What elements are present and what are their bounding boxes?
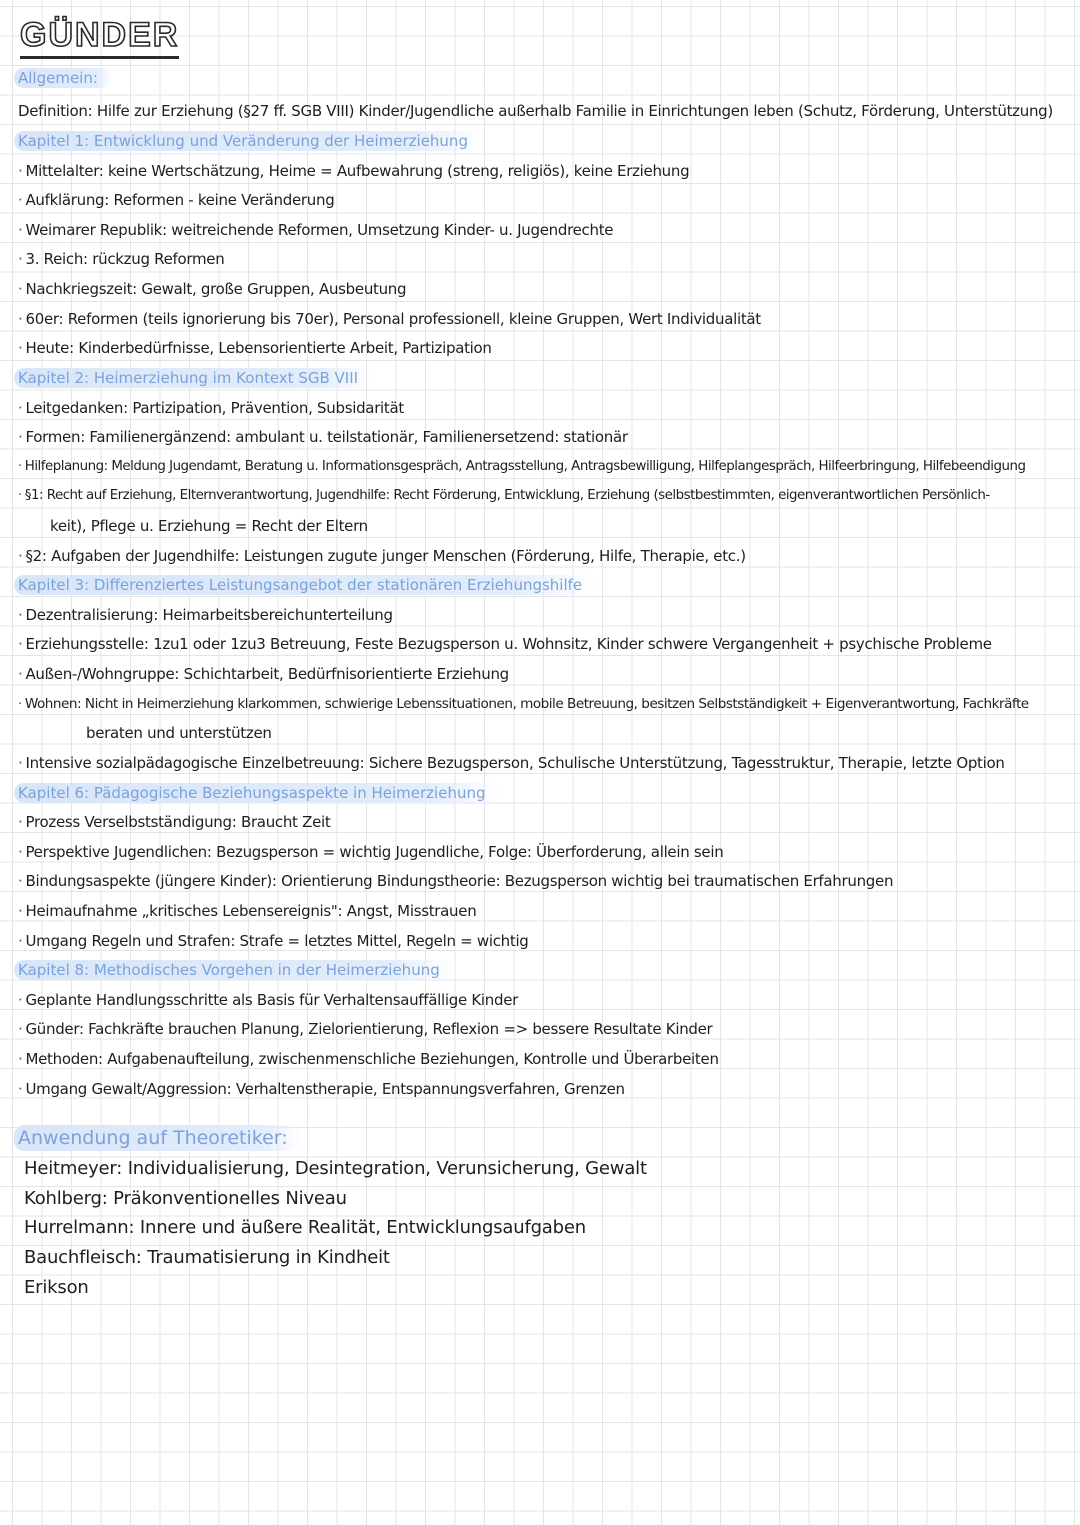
theorist-row — [24, 1276, 89, 1300]
list-item: · Nachkriegszeit: Gewalt, große Gruppen, Ausbeutung — [18, 279, 406, 299]
list-item: · Umgang Regeln und Strafen: Strafe = letztes Mittel, Regeln = wichtig — [18, 931, 529, 951]
theorist-text: Traumatisierung in Kindheit — [147, 1247, 390, 1268]
heading-allgemein: Allgemein: — [14, 68, 112, 88]
list-item: · Wohnen: Nicht in Heimerziehung klarkommen, schwierige Lebenssituationen, mobile Betreuung, besitzen Selbstständigkeit + Eigenverantwortung, Fachkräfte — [18, 694, 1029, 714]
heading-kapitel-2: Kapitel 2: Heimerziehung im Kontext SGB VIII — [14, 368, 372, 388]
heading-anwendung: Anwendung auf Theoretiker: — [14, 1125, 302, 1151]
list-item: · §2: Aufgaben der Jugendhilfe: Leistungen zugute junger Menschen (Förderung, Hilfe, Therapie, etc.) — [18, 546, 746, 566]
list-item: · Heute: Kinderbedürfnisse, Lebensorientierte Arbeit, Partizipation — [18, 338, 492, 358]
theorist-text: Präkonventionelles Niveau — [113, 1188, 347, 1209]
heading-kapitel-6: Kapitel 6: Pädagogische Beziehungsaspekte in Heimerziehung — [14, 783, 500, 803]
theorist-name: Bauchfleisch: — [24, 1247, 142, 1268]
theorist-name: Hurrelmann: — [24, 1217, 135, 1238]
list-item: · Methoden: Aufgabenaufteilung, zwischenmenschliche Beziehungen, Kontrolle und Überarbeiten — [18, 1049, 719, 1069]
list-item-continuation: keit), Pflege u. Erziehung = Recht der Eltern — [50, 517, 368, 535]
page-title: GÜNDER — [20, 16, 179, 59]
list-item: · Intensive sozialpädagogische Einzelbetreuung: Sichere Bezugsperson, Schulische Unterstützung, Tagesstruktur, Therapie, letzte Option — [18, 753, 1005, 773]
theorist-row — [24, 1187, 347, 1211]
theorist-name: Heitmeyer: — [24, 1158, 123, 1179]
list-item: · Dezentralisierung: Heimarbeitsbereichunterteilung — [18, 605, 393, 625]
list-item: · Günder: Fachkräfte brauchen Planung, Zielorientierung, Reflexion => bessere Resultate Kinder — [18, 1019, 712, 1039]
list-item: · Umgang Gewalt/Aggression: Verhaltenstherapie, Entspannungsverfahren, Grenzen — [18, 1079, 625, 1099]
list-item: · Weimarer Republik: weitreichende Reformen, Umsetzung Kinder- u. Jugendrechte — [18, 220, 613, 240]
theorist-text: Innere und äußere Realität, Entwicklungsaufgaben — [139, 1217, 586, 1238]
list-item: · Geplante Handlungsschritte als Basis für Verhaltensauffällige Kinder — [18, 990, 518, 1010]
heading-kapitel-3: Kapitel 3: Differenziertes Leistungsangebot der stationären Erziehungshilfe — [14, 575, 596, 595]
list-item: · Erziehungsstelle: 1zu1 oder 1zu3 Betreuung, Feste Bezugsperson u. Wohnsitz, Kinder schwere Vergangenheit + psychische Probleme — [18, 634, 992, 654]
heading-kapitel-8: Kapitel 8: Methodisches Vorgehen in der Heimerziehung — [14, 960, 454, 980]
list-item: · §1: Recht auf Erziehung, Elternverantwortung, Jugendhilfe: Recht Förderung, Entwicklung, Erziehung (selbstbestimmten, eigenverantwortlichen Persönlich- — [18, 486, 990, 506]
theorist-row — [24, 1216, 586, 1240]
theorist-text: Individualisierung, Desintegration, Verunsicherung, Gewalt — [127, 1158, 647, 1179]
list-item: · Mittelalter: keine Wertschätzung, Heime = Aufbewahrung (streng, religiös), keine Erziehung — [18, 161, 689, 181]
list-item: · 3. Reich: rückzug Reformen — [18, 249, 224, 269]
theorist-name: Erikson — [24, 1277, 89, 1298]
theorist-name: Kohlberg: — [24, 1188, 108, 1209]
list-item-continuation: beraten und unterstützen — [86, 724, 272, 742]
list-item: · 60er: Reformen (teils ignorierung bis 70er), Personal professionell, kleine Gruppen, Wert Individualität — [18, 309, 761, 329]
list-item: · Außen-/Wohngruppe: Schichtarbeit, Bedürfnisorientierte Erziehung — [18, 664, 509, 684]
list-item: · Aufklärung: Reformen - keine Veränderung — [18, 190, 334, 210]
theorist-row — [24, 1246, 390, 1270]
definition-line: Definition: Hilfe zur Erziehung (§27 ff. SGB VIII) Kinder/Jugendliche außerhalb Familie in Einrichtungen leben (Schutz, Förderung, Unterstützung) — [18, 102, 1053, 120]
list-item: · Leitgedanken: Partizipation, Prävention, Subsidarität — [18, 398, 404, 418]
list-item: · Bindungsaspekte (jüngere Kinder): Orientierung Bindungstheorie: Bezugsperson wichtig bei traumatischen Erfahrungen — [18, 871, 893, 891]
list-item: · Heimaufnahme „kritisches Lebensereignis": Angst, Misstrauen — [18, 901, 476, 921]
list-item: · Hilfeplanung: Meldung Jugendamt, Beratung u. Informationsgespräch, Antragsstellung, Antragsbewilligung, Hilfeplangespräch, Hilfeerbringung, Hilfebeendigung — [18, 457, 1026, 477]
theorist-row — [24, 1157, 647, 1181]
list-item: · Perspektive Jugendlichen: Bezugsperson = wichtig Jugendliche, Folge: Überforderung, allein sein — [18, 842, 723, 862]
list-item: · Prozess Verselbstständigung: Braucht Zeit — [18, 812, 330, 832]
list-item: · Formen: Familienergänzend: ambulant u. teilstationär, Familienersetzend: stationär — [18, 427, 628, 447]
heading-kapitel-1: Kapitel 1: Entwicklung und Veränderung der Heimerziehung — [14, 131, 482, 151]
